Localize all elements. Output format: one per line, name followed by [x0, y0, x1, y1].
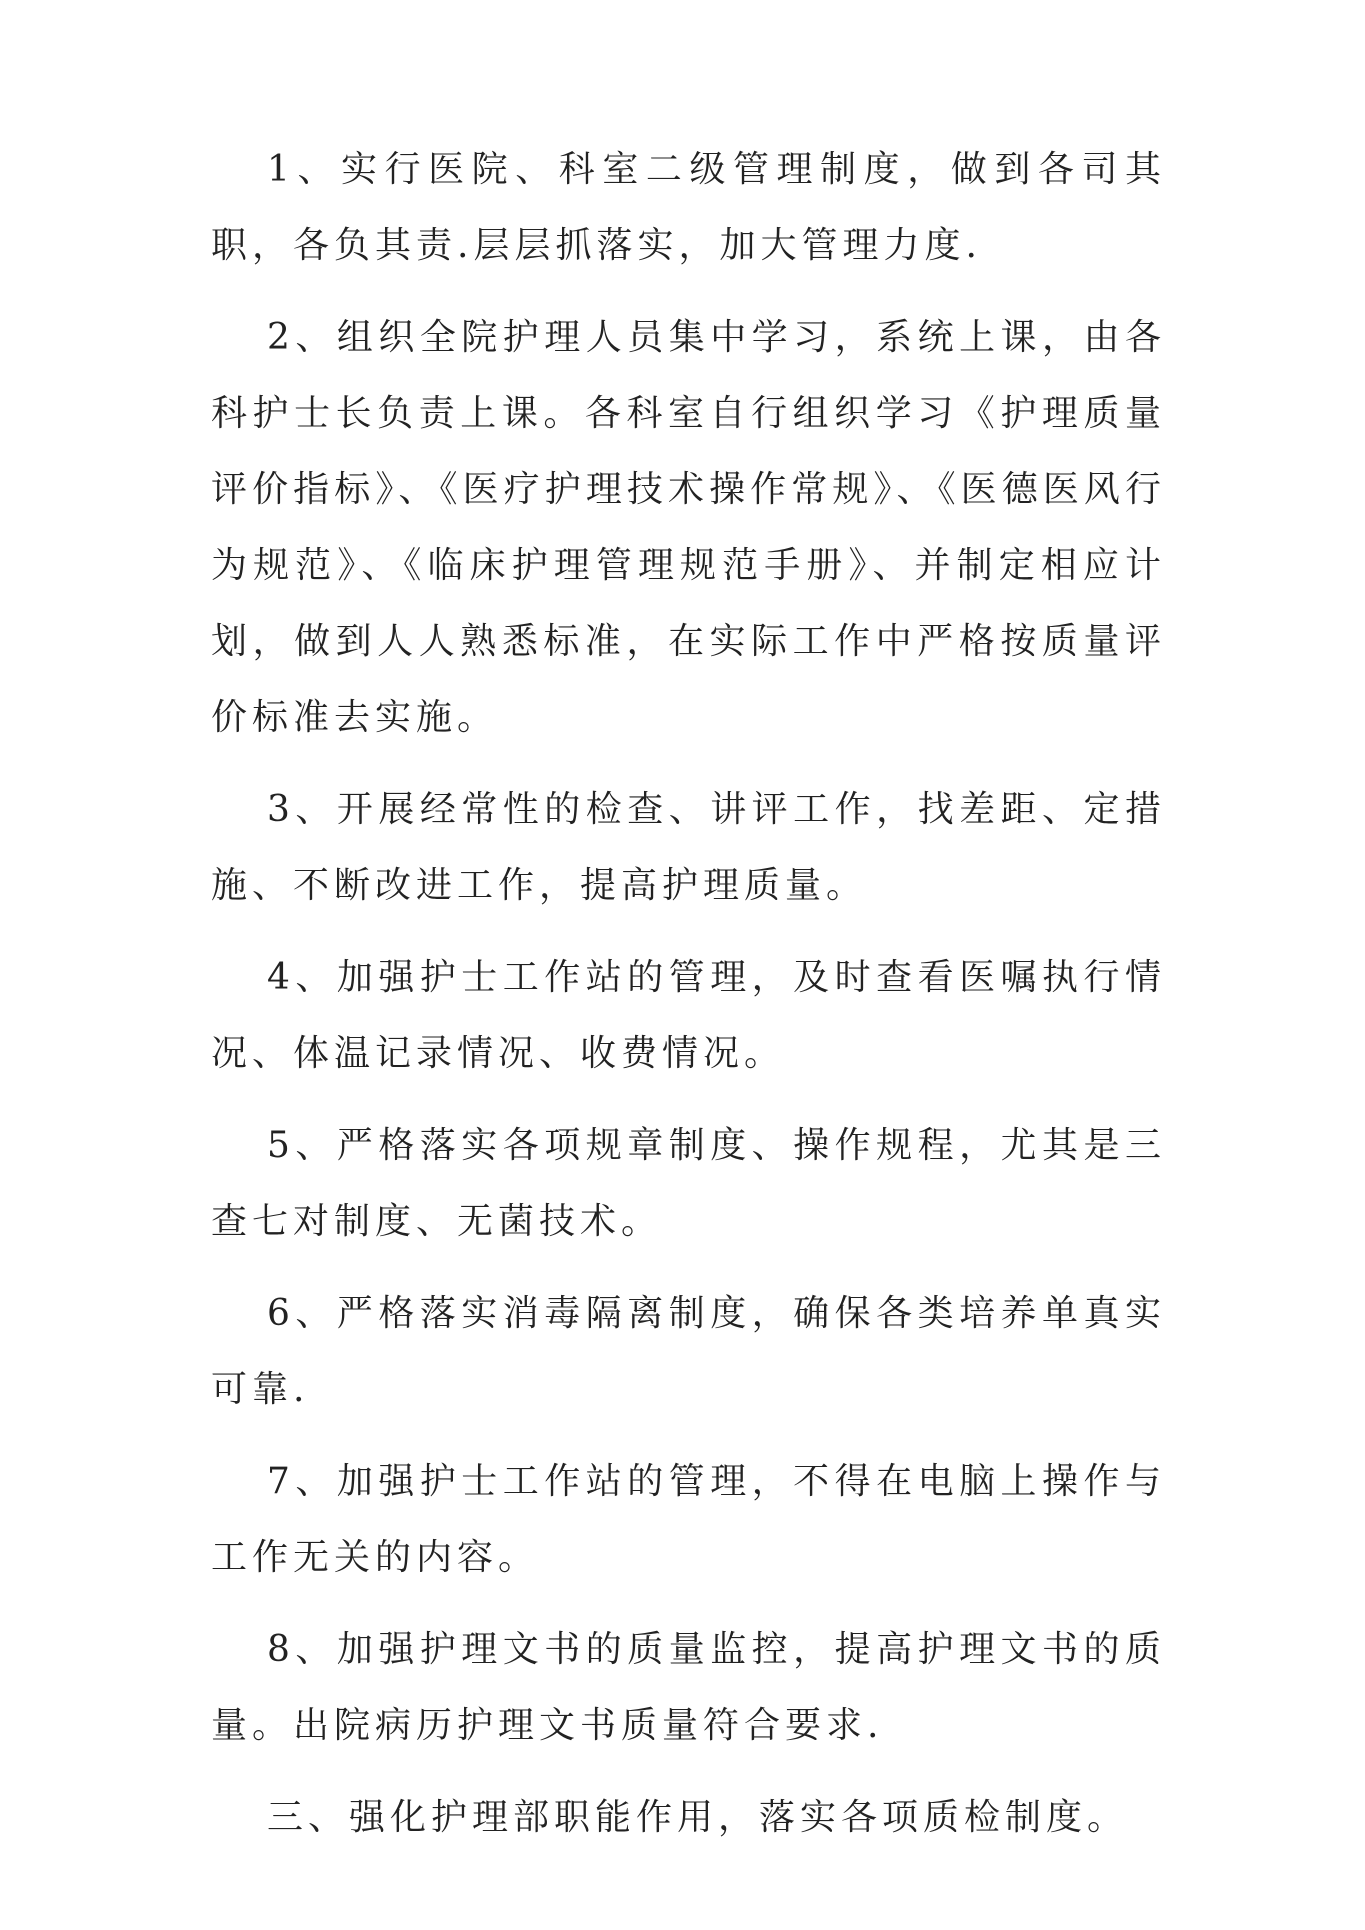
paragraph-item-8: 8、加强护理文书的质量监控，提高护理文书的质量。出院病历护理文书质量符合要求.: [211, 1629, 1166, 1746]
paragraph-item-2: 2、组织全院护理人员集中学习，系统上课，由各科护士长负责上课。各科室自行组织学习《护理质量评价指标》、《医疗护理技术操作常规》、《医德医风行为规范》、《临床护理管理规范手册》、并制定相应计划，做到人人熟悉标准，在实际工作中严格按质量评价标准去实施。: [211, 317, 1166, 738]
paragraph-item-5: 5、严格落实各项规章制度、操作规程，尤其是三查七对制度、无菌技术。: [211, 1125, 1166, 1242]
document-body: [211, 132, 1166, 1872]
paragraph-item-7: 7、加强护士工作站的管理，不得在电脑上操作与工作无关的内容。: [211, 1461, 1166, 1578]
section-heading: 三、强化护理部职能作用，落实各项质检制度。: [267, 1797, 1129, 1838]
paragraph-item-3: 3、开展经常性的检查、讲评工作，找差距、定措施、不断改进工作，提高护理质量。: [211, 789, 1166, 906]
paragraph-item-6: 6、严格落实消毒隔离制度，确保各类培养单真实可靠.: [211, 1293, 1166, 1410]
paragraph-item-4: 4、加强护士工作站的管理，及时查看医嘱执行情况、体温记录情况、收费情况。: [211, 957, 1166, 1074]
paragraph-item-1: 1、实行医院、科室二级管理制度，做到各司其职，各负其责.层层抓落实，加大管理力度.: [211, 149, 1166, 266]
